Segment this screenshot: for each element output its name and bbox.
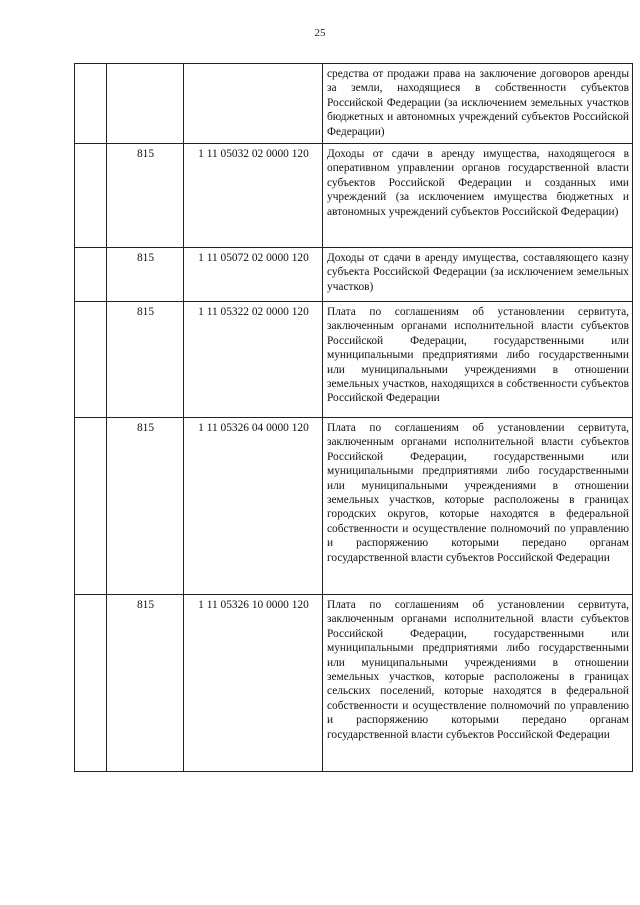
budget-code-cell: 1 11 05326 04 0000 120 — [184, 418, 323, 595]
empty-cell — [75, 302, 107, 418]
budget-code-cell: 1 11 05072 02 0000 120 — [184, 248, 323, 302]
revenue-codes-table — [74, 63, 633, 772]
table-row — [75, 595, 633, 772]
admin-code-cell: 815 — [107, 144, 184, 248]
revenue-name-cell: Плата по соглашениям об установлении сервитута, заключенным органами исполнительной власти субъектов Российской Федерации, государственными или муниципальными предприятиями либо государственными или муниципальными учреждениями в отношении земельных участков, которые расположены в границах сельских поселений, которые находятся в федеральной собственности и осуществление полномочий по управлению и распоряжению которыми передано органам государственной власти субъектов Российской Федерации — [323, 595, 633, 772]
budget-code-cell: 1 11 05032 02 0000 120 — [184, 144, 323, 248]
budget-code-cell: 1 11 05322 02 0000 120 — [184, 302, 323, 418]
admin-code-cell: 815 — [107, 302, 184, 418]
table-row — [75, 418, 633, 595]
revenue-name-cell: Плата по соглашениям об установлении сервитута, заключенным органами исполнительной власти субъектов Российской Федерации, государственными или муниципальными предприятиями либо государственными или муниципальными учреждениями в отношении земельных участков, находящихся в собственности субъектов Российской Федерации — [323, 302, 633, 418]
page-number: 25 — [314, 27, 326, 39]
empty-cell — [75, 248, 107, 302]
empty-cell — [75, 595, 107, 772]
empty-cell — [75, 418, 107, 595]
revenue-name-cell: Доходы от сдачи в аренду имущества, находящегося в оперативном управлении органов государственной власти субъектов Российской Федерации и созданных ими учреждений (за исключением имущества бюджетных и автономных учреждений субъектов Российской Федерации) — [323, 144, 633, 248]
admin-code-cell — [107, 64, 184, 144]
table-row — [75, 302, 633, 418]
table-row — [75, 144, 633, 248]
table-row — [75, 64, 633, 144]
empty-cell — [75, 64, 107, 144]
admin-code-cell: 815 — [107, 248, 184, 302]
revenue-name-cell: средства от продажи права на заключение договоров аренды за земли, находящиеся в собственности субъектов Российской Федерации (за исключением земельных участков бюджетных и автономных учреждений субъектов Российской Федерации) — [323, 64, 633, 144]
budget-code-cell: 1 11 05326 10 0000 120 — [184, 595, 323, 772]
budget-code-cell — [184, 64, 323, 144]
table-row — [75, 248, 633, 302]
revenue-name-cell: Плата по соглашениям об установлении сервитута, заключенным органами исполнительной власти субъектов Российской Федерации, государственными или муниципальными предприятиями либо государственными или муниципальными учреждениями в отношении земельных участков, которые расположены в границах городских округов, которые находятся в федеральной собственности и осуществление полномочий по управлению и распоряжению которыми передано органам государственной власти субъектов Российской Федерации — [323, 418, 633, 595]
admin-code-cell: 815 — [107, 418, 184, 595]
empty-cell — [75, 144, 107, 248]
admin-code-cell: 815 — [107, 595, 184, 772]
revenue-name-cell: Доходы от сдачи в аренду имущества, составляющего казну субъекта Российской Федерации (за исключением земельных участков) — [323, 248, 633, 302]
